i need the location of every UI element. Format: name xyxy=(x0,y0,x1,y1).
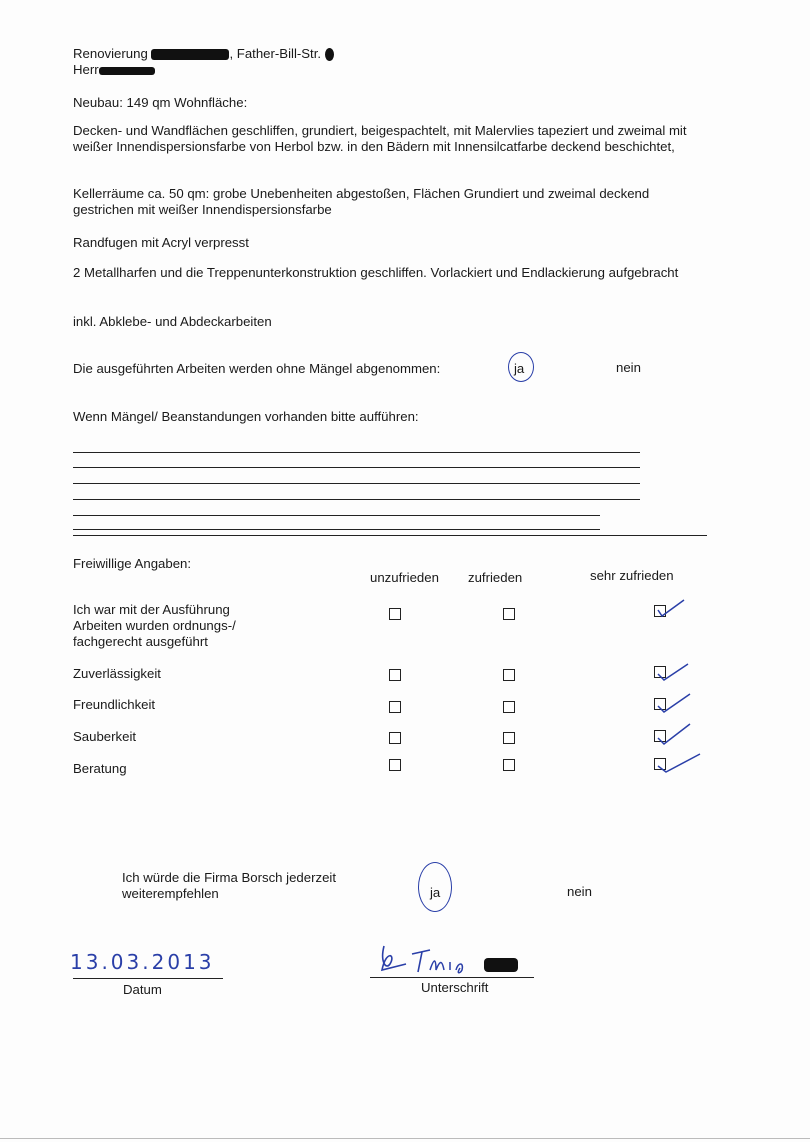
metall-text: 2 Metallharfen und die Treppenunterkonstruktion geschliffen. Vorlackiert und Endlackierung aufgebracht xyxy=(73,265,679,280)
recommend-no-option[interactable]: nein xyxy=(567,884,592,899)
survey-checkbox-zufrieden[interactable] xyxy=(503,608,515,620)
acceptance-no-option[interactable]: nein xyxy=(616,360,641,375)
header-address-line xyxy=(73,46,334,62)
survey-title: Freiwillige Angaben: xyxy=(73,556,192,571)
checkmark-icon xyxy=(652,748,704,776)
survey-row-label: Freundlichkeit xyxy=(73,697,156,712)
defects-line-2[interactable] xyxy=(73,467,640,468)
checkmark-icon xyxy=(652,690,694,716)
handwritten-signature-image[interactable] xyxy=(378,940,498,978)
checkmark-icon xyxy=(652,596,688,620)
recommend-question: Ich würde die Firma Borsch jederzeit weiterempfehlen xyxy=(122,870,337,901)
date-label: Datum xyxy=(123,982,162,997)
defects-line-3[interactable] xyxy=(73,483,640,484)
redacted-house-number xyxy=(325,48,334,61)
inkl-text: inkl. Abklebe- und Abdeckarbeiten xyxy=(73,314,272,329)
redacted-recipient xyxy=(99,67,155,75)
checkmark-icon xyxy=(652,720,694,748)
redacted-signature-part xyxy=(484,958,518,972)
survey-column-sehr-zufrieden: sehr zufrieden xyxy=(590,568,674,583)
date-line xyxy=(73,978,223,979)
defects-line-5[interactable] xyxy=(73,515,600,516)
survey-row-label: Beratung xyxy=(73,761,127,776)
header-salutation: Herr xyxy=(73,62,99,77)
survey-checkbox-unzufrieden[interactable] xyxy=(389,669,401,681)
acceptance-yes-option[interactable]: ja xyxy=(514,361,525,376)
neubau-text: Neubau: 149 qm Wohnfläche: xyxy=(73,95,248,110)
scan-bottom-edge xyxy=(0,1138,810,1139)
keller-text: Kellerräume ca. 50 qm: grobe Unebenheiten abgestoßen, Flächen Grundiert und zweimal deckend gestrichen mit weißer Innendispersionsfarbe xyxy=(73,186,650,217)
randfugen-text: Randfugen mit Acryl verpresst xyxy=(73,235,249,250)
survey-checkbox-unzufrieden[interactable] xyxy=(389,732,401,744)
section-divider xyxy=(73,535,707,536)
recommend-yes-circle-mark xyxy=(418,862,452,912)
survey-checkbox-zufrieden[interactable] xyxy=(503,732,515,744)
survey-checkbox-zufrieden[interactable] xyxy=(503,759,515,771)
signature-label: Unterschrift xyxy=(421,980,489,995)
survey-row-label: Sauberkeit xyxy=(73,729,137,744)
defects-line-6[interactable] xyxy=(73,529,600,530)
redacted-name xyxy=(151,49,229,60)
header-street: , Father-Bill-Str. xyxy=(229,46,322,61)
signature-line xyxy=(370,977,534,978)
survey-checkbox-zufrieden[interactable] xyxy=(503,701,515,713)
survey-column-zufrieden: zufrieden xyxy=(468,570,523,585)
survey-checkbox-unzufrieden[interactable] xyxy=(389,759,401,771)
survey-checkbox-unzufrieden[interactable] xyxy=(389,608,401,620)
header-recipient-line xyxy=(73,62,155,78)
acceptance-question: Die ausgeführten Arbeiten werden ohne Mängel abgenommen: xyxy=(73,361,441,376)
acceptance-yes-circle-mark xyxy=(508,352,534,382)
header-project-label: Renovierung xyxy=(73,46,148,61)
defects-prompt: Wenn Mängel/ Beanstandungen vorhanden bitte aufführen: xyxy=(73,409,419,424)
survey-row-label: Ich war mit der Ausführung Arbeiten wurden ordnungs-/ fachgerecht ausgeführt xyxy=(73,602,236,649)
survey-checkbox-zufrieden[interactable] xyxy=(503,669,515,681)
recommend-yes-option[interactable]: ja xyxy=(430,885,441,900)
defects-line-1[interactable] xyxy=(73,452,640,453)
survey-row-label: Zuverlässigkeit xyxy=(73,666,161,681)
decken-text: Decken- und Wandflächen geschliffen, grundiert, beigespachtelt, mit Malervlies tapeziert und zweimal mit weißer Innendispersionsfarbe von Herbol bzw. in den Bädern mit Innensilcatfarbe deckend beschichtet, xyxy=(73,123,687,154)
checkmark-icon xyxy=(652,660,692,684)
survey-column-unzufrieden: unzufrieden xyxy=(370,570,439,585)
date-handwritten-value[interactable]: 13.03.2013 xyxy=(70,950,215,974)
survey-checkbox-unzufrieden[interactable] xyxy=(389,701,401,713)
defects-line-4[interactable] xyxy=(73,499,640,500)
